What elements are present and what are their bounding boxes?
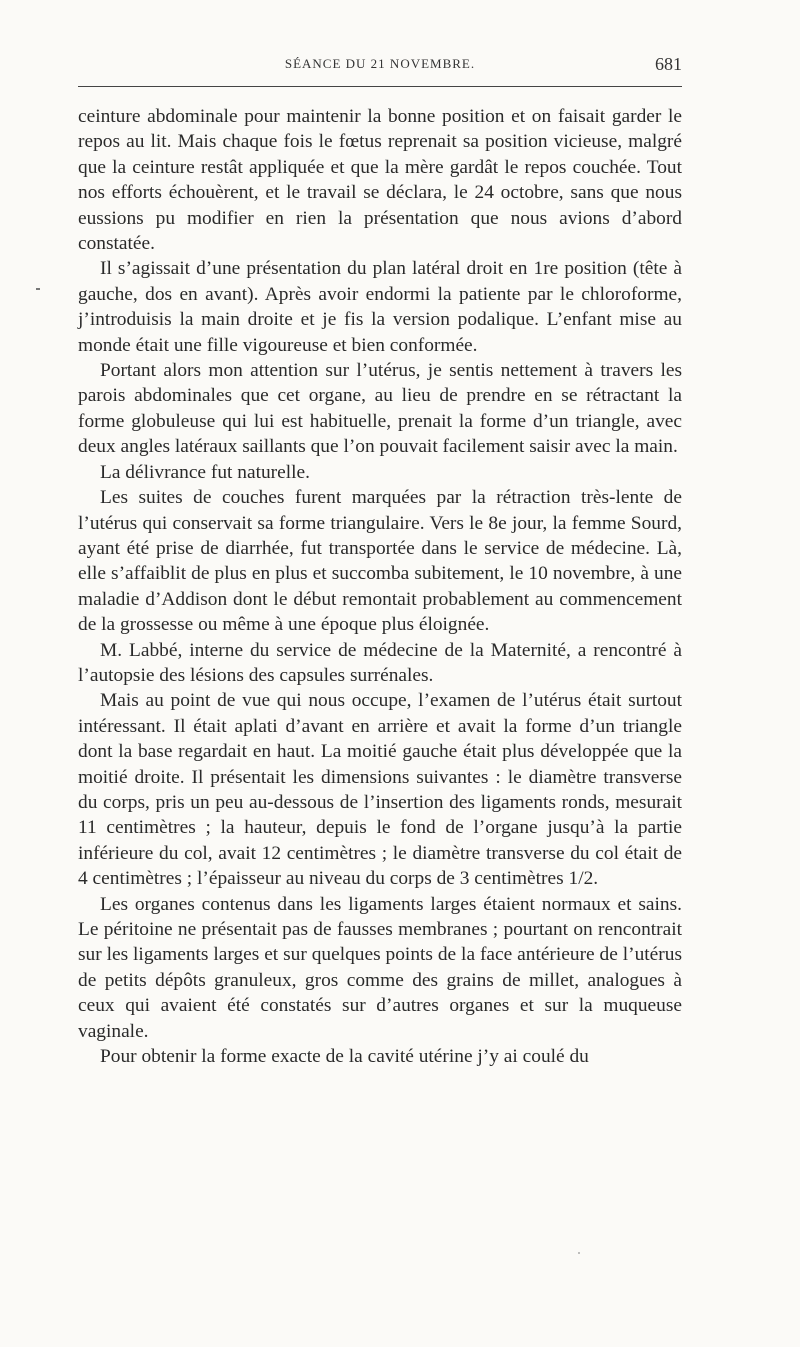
paragraph-4: La délivrance fut naturelle. xyxy=(100,461,310,483)
paragraph-7: Mais au point de vue qui nous occupe, l’examen de l’utérus était surtout intéressant. Il était aplati d’avant en arrière et avait la forme d’un triangle dont la base regardait en haut. La moitié gauche était plus développée que la moitié droite. Il présentait les dimensions suivantes : le diamètre transverse du corps, pris un peu au-dessous de l’insertion des ligaments ronds, mesurait 11 centimètres ; la hauteur, depuis le fond de l’organe jusqu’à la partie inférieure du col, avait 12 centimètres ; le diamètre transverse du col était de 4 centimètres ; l’épaisseur au niveau du corps de 3 centimètres 1/2. xyxy=(78,690,682,890)
header-rule xyxy=(78,86,682,87)
paragraph-3: Portant alors mon attention sur l’utérus, je sentis nettement à travers les parois abdominales que cet organe, au lieu de prendre en se rétractant la forme globuleuse qui lui est habituelle, prenait la forme d’un triangle, avec deux angles latéraux saillants que l’on pouvait facilement saisir avec la main. xyxy=(78,360,682,458)
page-header xyxy=(78,56,682,80)
paragraph-6: M. Labbé, interne du service de médecine de la Maternité, a rencontré à l’autopsie des lésions des capsules surrénales. xyxy=(78,639,682,686)
running-title: SÉANCE DU 21 NOVEMBRE. xyxy=(284,56,476,71)
page-number: 681 xyxy=(655,54,682,74)
paragraph-2: Il s’agissait d’une présentation du plan latéral droit en 1re position (tête à gauche, dos en avant). Après avoir endormi la patiente par le chloroforme, j’introduisis la main droite et je fis la version podalique. L’enfant mise au monde était une fille vigoureuse et bien conformée. xyxy=(78,258,682,356)
paragraph-9: Pour obtenir la forme exacte de la cavité utérine j’y ai coulé du xyxy=(100,1046,589,1068)
margin-mark xyxy=(36,288,40,290)
paragraph-8: Les organes contenus dans les ligaments larges étaient normaux et sains. Le péritoine ne présentait pas de fausses membranes ; pourtant on rencontrait sur les ligaments larges et sur quelques points de la face antérieure de l’utérus de petits dépôts granuleux, gros comme des grains de millet, analogues à ceux qui avaient été constatés sur d’autres organes et sur la muqueuse vaginale. xyxy=(78,893,682,1042)
paragraph-1: ceinture abdominale pour maintenir la bonne position et on faisait garder le repos au lit. Mais chaque fois le fœtus reprenait sa position vicieuse, malgré que la ceinture restât appliquée et que la mère gardât le repos couchée. Tout nos efforts échouèrent, et le travail se déclara, le 24 octobre, sans que nous eussions pu modifier en rien la présentation que nous avions d’abord constatée. xyxy=(78,106,682,255)
body-text xyxy=(78,104,682,1069)
paragraph-5: Les suites de couches furent marquées par la rétraction très-lente de l’utérus qui conservait sa forme triangulaire. Vers le 8e jour, la femme Sourd, ayant été prise de diarrhée, fut transportée dans le service de médecine. Là, elle s’affaiblit de plus en plus et succomba subitement, le 10 novembre, à une maladie d’Addison dont le début remontait probablement au commencement de la grossesse ou même à une époque plus éloignée. xyxy=(78,487,682,636)
paper-speck xyxy=(578,1252,580,1254)
